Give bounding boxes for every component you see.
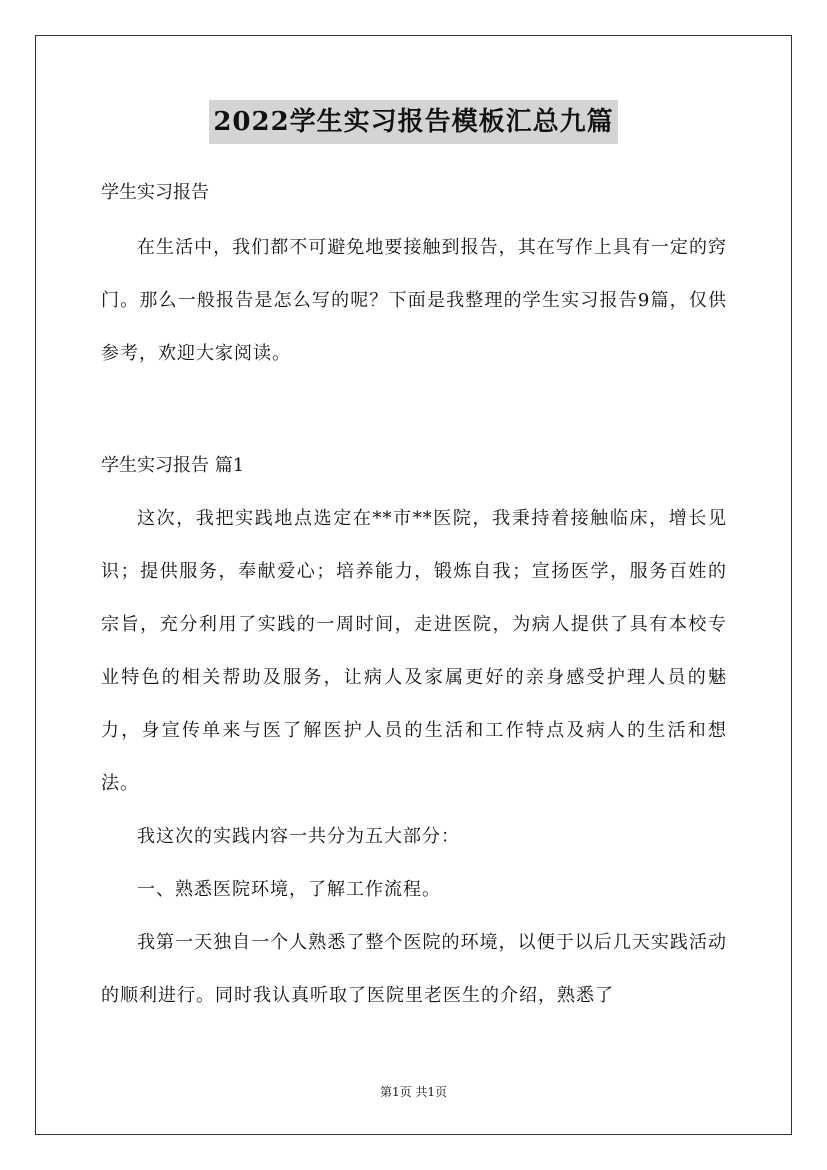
title-container <box>0 100 827 144</box>
section-1-body <box>101 492 727 1022</box>
document-title: 2022学生实习报告模板汇总九篇 <box>209 100 617 144</box>
paragraph: 我第一天独自一个人熟悉了整个医院的环境，以便于以后几天实践活动的顺利进行。同时我认真听取了医院里老医生的介绍，熟悉了 <box>101 932 727 1006</box>
page-number: 第1页 共1页 <box>379 1085 448 1099</box>
paragraph: 这次，我把实践地点选定在**市**医院，我秉持着接触临床，增长见识；提供服务，奉献爱心；培养能力，锻炼自我；宣扬医学，服务百姓的宗旨，充分利用了实践的一周时间，走进医院，为病人提供了具有本校专业特色的相关帮助及服务，让病人及家属更好的亲身感受护理人员的魅力，身宣传单来与医了解医护人员的生活和工作特点及病人的生活和想法。 <box>101 508 727 794</box>
intro-paragraph: 在生活中，我们都不可避免地要接触到报告，其在写作上具有一定的窍门。那么一般报告是怎么写的呢？下面是我整理的学生实习报告9篇，仅供参考，欢迎大家阅读。 <box>101 237 727 364</box>
paragraph: 一、熟悉医院环境，了解工作流程。 <box>137 879 441 900</box>
intro-block <box>101 221 727 380</box>
heading-section-1: 学生实习报告 篇1 <box>101 455 245 476</box>
page-footer <box>0 1083 827 1100</box>
heading-intro: 学生实习报告 <box>101 182 209 203</box>
paragraph: 我这次的实践内容一共分为五大部分： <box>137 826 460 847</box>
